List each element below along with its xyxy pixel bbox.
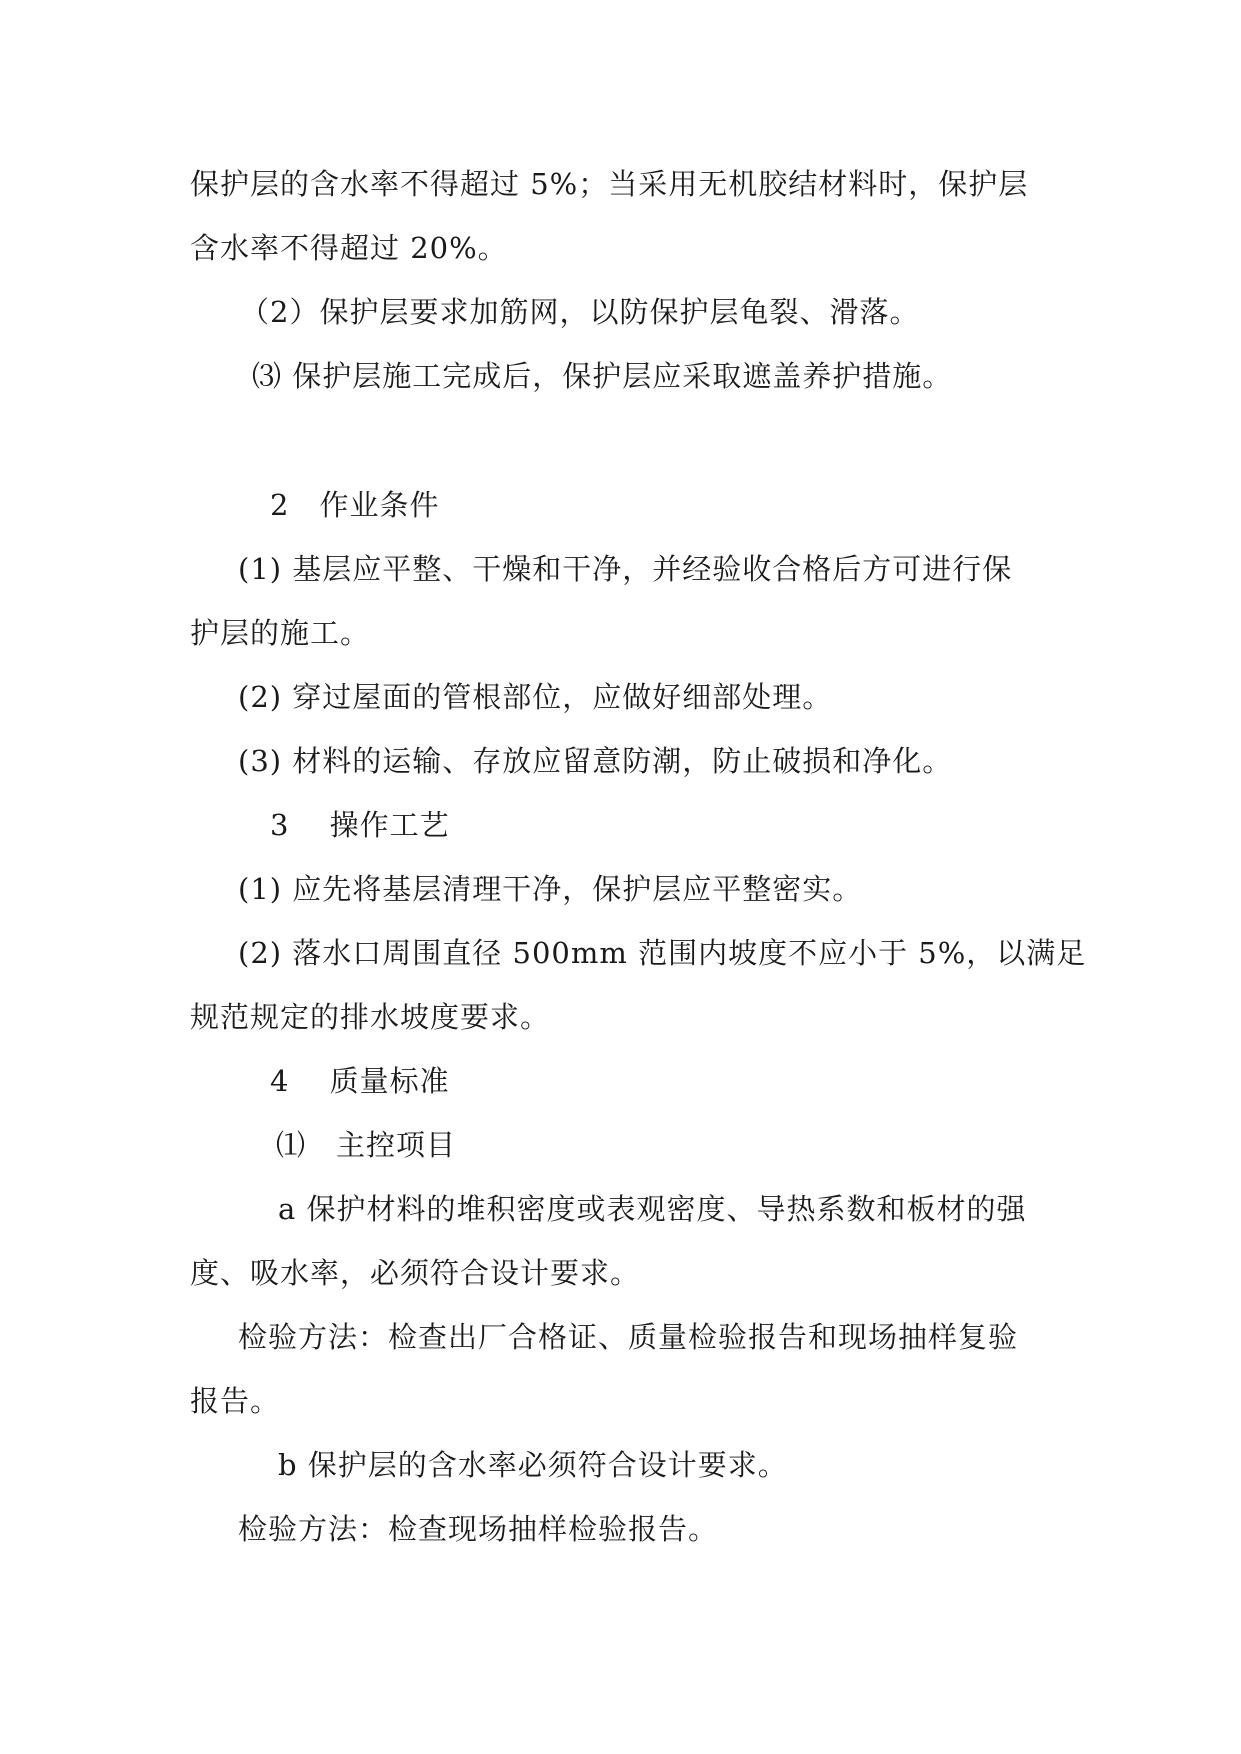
list-item-line: (1) 应先将基层清理干净，保护层应平整密实。 [238,872,863,906]
list-item-line: (1) 基层应平整、干燥和干净，并经验收合格后方可进行保 [238,552,1013,586]
section-heading-quality-standard: 4 质量标准 [270,1064,450,1098]
inspection-method-line: 检验方法：检查出厂合格证、质量检验报告和现场抽样复验 [238,1320,1019,1354]
paragraph-line: 含水率不得超过 20%。 [190,231,508,265]
paragraph-line: 报告。 [190,1384,281,1418]
list-item-line: a 保护材料的堆积密度或表观密度、导热系数和板材的强 [278,1192,1027,1226]
paragraph-line: 护层的施工。 [190,616,371,650]
list-item-line: (2) 穿过屋面的管根部位，应做好细部处理。 [238,680,833,714]
list-item-line: (3) 材料的运输、存放应留意防潮，防止破损和净化。 [238,744,953,778]
subsection-heading-main-control: ⑴ 主控项目 [276,1128,457,1162]
section-heading-process: 3 操作工艺 [270,808,450,842]
inspection-method-line: 检验方法：检查现场抽样检验报告。 [238,1512,719,1546]
section-heading-work-conditions: 2 作业条件 [270,488,440,522]
list-item-line: ⑶ 保护层施工完成后，保护层应采取遮盖养护措施。 [252,359,953,393]
paragraph-line: 度、吸水率，必须符合设计要求。 [190,1256,641,1290]
paragraph-line: 保护层的含水率不得超过 5%；当采用无机胶结材料时，保护层 [190,167,1029,201]
list-item-line: b 保护层的含水率必须符合设计要求。 [278,1448,788,1482]
list-item-line: （2）保护层要求加筋网，以防保护层龟裂、滑落。 [240,295,920,329]
list-item-line: (2) 落水口周围直径 500mm 范围内坡度不应小于 5%，以满足 [238,936,1087,970]
paragraph-line: 规范规定的排水坡度要求。 [190,1000,551,1034]
